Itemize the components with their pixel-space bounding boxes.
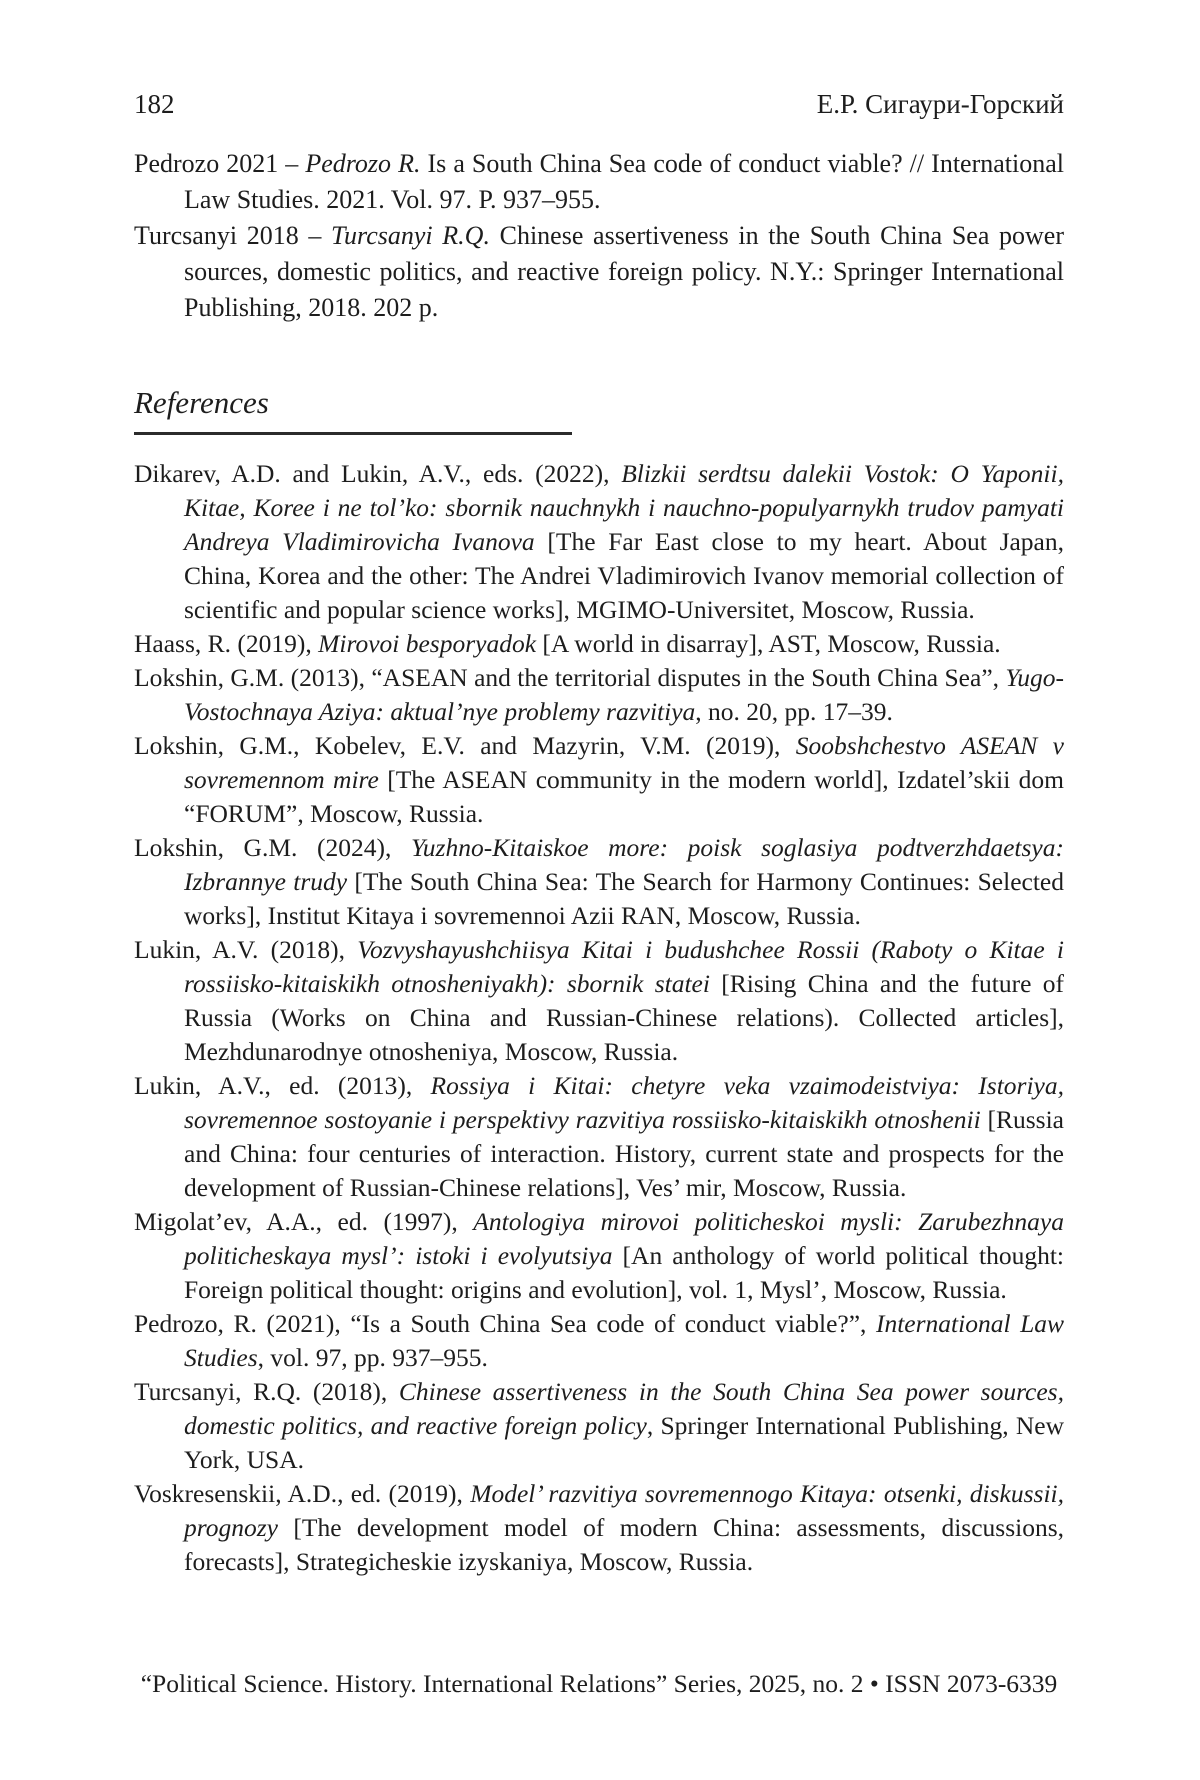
entry-segment: Lokshin, G.M., Kobelev, E.V. and Mazyrin, V.M. (2019), [134,731,796,760]
entry-segment: [The ASEAN community in the modern world], Izdatel’skii dom “FORUM”, Moscow, Russia. [184,765,1064,828]
entry-segment-italic: Pedrozo R. [305,149,421,178]
reference-entry [134,933,1064,1069]
entry-segment-italic: Model’ razvitiya sovremennogo Kitaya: otsenki, diskussii, prognozy [184,1479,1064,1542]
reference-entry [134,1375,1064,1477]
reference-entry [134,1069,1064,1205]
running-head-author: Е.Р. Сигаури-Горский [816,89,1064,119]
entry-segment-italic: Rossiya i Kitai: chetyre veka vzaimodeistviya: Istoriya, sovremennoe sostoyanie i perspektivy razvitiya rossiisko-kitaiskikh otnoshenii [184,1071,1064,1134]
entry-segment-italic: Chinese assertiveness in the South China Sea power sources, domestic politics, and reactive foreign policy [184,1377,1064,1440]
entry-segment-italic: International Law Studies [184,1309,1065,1372]
reference-entry [134,1205,1064,1307]
reference-entry [134,627,1064,661]
bibliography-block [134,146,1064,326]
entry-segment: Lukin, A.V., ed. (2013), [134,1071,431,1100]
entry-segment: Lukin, A.V. (2018), [134,935,358,964]
entry-segment-italic: Soobshchestvo ASEAN v sovremennom mire [184,731,1064,794]
entry-segment: Lokshin, G.M. (2024), [134,833,411,862]
entry-segment: [A world in disarray], AST, Moscow, Russia. [536,629,1001,658]
references-heading: References [134,386,572,435]
entry-segment-italic: Mirovoi besporyadok [318,629,537,658]
entry-segment: [The South China Sea: The Search for Harmony Continues: Selected works], Institut Kitaya i sovremennoi Azii RAN, Moscow, Russia. [184,867,1064,930]
reference-entry [134,661,1064,729]
journal-footer: “Political Science. History. International Relations” Series, 2025, no. 2 • ISSN 2073-6339 [140,1669,1058,1698]
entry-segment: Pedrozo, R. (2021), “Is a South China Sea code of conduct viable?”, [134,1309,876,1338]
entry-segment: [Rising China and the future of Russia (Works on China and Russian-Chinese relations). Collected articles], Mezhdunarodnye otnosheniya, Moscow, Russia. [184,969,1064,1066]
reference-entry [134,831,1064,933]
entry-segment: Chinese assertiveness in the South China Sea power sources, domestic politics, and reactive foreign policy. N.Y.: Springer International Publishing, 2018. 202 p. [184,221,1064,322]
entry-segment-italic: Yugo-Vostochnaya Aziya: aktual’nye problemy razvitiya [184,663,1064,726]
reference-entry [134,729,1064,831]
entry-segment: Turcsanyi, R.Q. (2018), [134,1377,399,1406]
entry-segment-italic: Blizkii serdtsu dalekii Vostok: O Yaponii, Kitae, Koree i ne tol’ko: sbornik nauchnykh i nauchno-populyarnykh trudov pamyati Andreya Vladimirovicha Ivanova [184,459,1064,556]
entry-segment: , no. 20, pp. 17–39. [695,697,893,726]
bibliography-entry [134,146,1064,218]
entry-segment: , Springer International Publishing, New York, USA. [184,1411,1064,1474]
reference-entry [134,1477,1064,1579]
entry-segment: Dikarev, A.D. and Lukin, A.V., eds. (2022), [134,459,622,488]
entry-segment: Lokshin, G.M. (2013), “ASEAN and the territorial disputes in the South China Sea”, [134,663,1006,692]
entry-segment: Pedrozo 2021 – [134,149,306,178]
bibliography-entry [134,218,1064,326]
entry-segment: [Russia and China: four centuries of interaction. History, current state and prospects for the development of Russian-Chinese relations], Ves’ mir, Moscow, Russia. [184,1105,1064,1202]
entry-segment: Voskresenskii, A.D., ed. (2019), [134,1479,471,1508]
entry-segment-italic: Antologiya mirovoi politicheskoi mysli: Zarubezhnaya politicheskaya mysl’: istoki i evolyutsiya [184,1207,1064,1270]
entry-segment: , vol. 97, pp. 937–955. [257,1343,488,1372]
entry-segment: [The Far East close to my heart. About Japan, China, Korea and the other: The Andrei Vladimirovich Ivanov memorial collection of scientific and popular science works], MGIMO-Universitet, Moscow, Russia. [184,527,1065,624]
running-header [134,88,1064,120]
references-list [134,457,1064,1579]
reference-entry [134,1307,1064,1375]
entry-segment: Is a South China Sea code of conduct viable? // International Law Studies. 2021. Vol. 97. P. 937–955. [184,149,1064,214]
entry-segment: [The development model of modern China: assessments, discussions, forecasts], Strategicheskie izyskaniya, Moscow, Russia. [184,1513,1064,1576]
entry-segment: Turcsanyi 2018 – [134,221,332,250]
reference-entry [134,457,1064,627]
entry-segment: [An anthology of world political thought: Foreign political thought: origins and evolution], vol. 1, Mysl’, Moscow, Russia. [184,1241,1064,1304]
entry-segment: Migolat’ev, A.A., ed. (1997), [134,1207,474,1236]
page-number: 182 [134,89,175,119]
entry-segment-italic: Vozvyshayushchiisya Kitai i budushchee Rossii (Raboty o Kitae i rossiisko-kitaiskikh otnosheniyakh): sbornik statei [184,935,1065,998]
entry-segment: Haass, R. (2019), [134,629,319,658]
entry-segment-italic: Turcsanyi R.Q. [331,221,490,250]
entry-segment-italic: Yuzhno-Kitaiskoe more: poisk soglasiya podtverzhdaetsya: Izbrannye trudy [184,833,1064,896]
